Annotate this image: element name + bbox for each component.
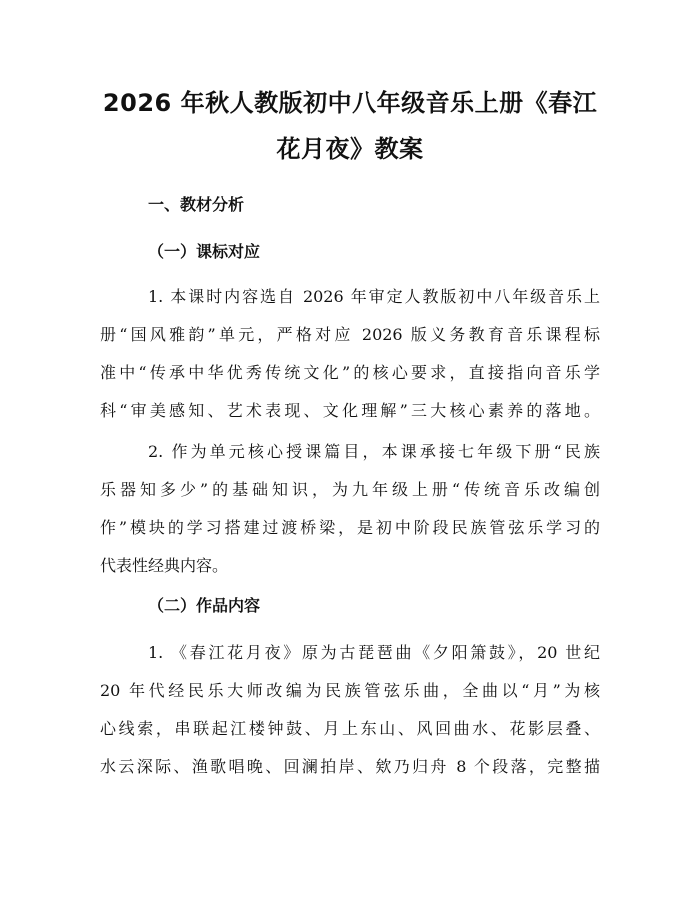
paragraph-line: 1. 本课时内容选自 2026 年审定人教版初中八年级音乐上 bbox=[148, 287, 600, 306]
paragraph-line: 册“国风雅韵”单元，严格对应 2026 版义务教育音乐课程标 bbox=[100, 325, 600, 344]
paragraph-line: 准中“传承中华优秀传统文化”的核心要求，直接指向音乐学 bbox=[100, 363, 600, 382]
paragraph-curriculum-1 bbox=[100, 278, 600, 430]
paragraph-line: 1. 《春江花月夜》原为古琵琶曲《夕阳箫鼓》，20 世纪 bbox=[148, 643, 600, 662]
paragraph-curriculum-2 bbox=[100, 433, 600, 585]
paragraph-line: 20 年代经民乐大师改编为民族管弦乐曲，全曲以“月”为核 bbox=[100, 681, 600, 700]
paragraph-line: 2. 作为单元核心授课篇目，本课承接七年级下册“民族 bbox=[148, 442, 600, 461]
section-heading-textbook-analysis: 一、教材分析 bbox=[148, 195, 245, 214]
paragraph-line: 乐器知多少”的基础知识，为九年级上册“传统音乐改编创 bbox=[100, 480, 600, 499]
paragraph-line: 代表性经典内容。 bbox=[100, 556, 229, 575]
paragraph-line: 心线索，串联起江楼钟鼓、月上东山、风回曲水、花影层叠、 bbox=[100, 719, 600, 738]
subsection-heading-work-content: （二）作品内容 bbox=[148, 596, 261, 615]
paragraph-work-content-1 bbox=[100, 634, 600, 786]
document-title-line-1: 2026 年秋人教版初中八年级音乐上册《春江 bbox=[102, 89, 598, 117]
paragraph-line: 科“审美感知、艺术表现、文化理解”三大核心素养的落地。 bbox=[100, 401, 600, 420]
document-title-line-2: 花月夜》教案 bbox=[276, 135, 424, 163]
subsection-heading-curriculum: （一）课标对应 bbox=[148, 242, 261, 261]
paragraph-line: 水云深际、渔歌唱晚、回澜拍岸、欸乃归舟 8 个段落，完整描 bbox=[100, 757, 600, 776]
paragraph-line: 作”模块的学习搭建过渡桥梁，是初中阶段民族管弦乐学习的 bbox=[100, 518, 600, 537]
